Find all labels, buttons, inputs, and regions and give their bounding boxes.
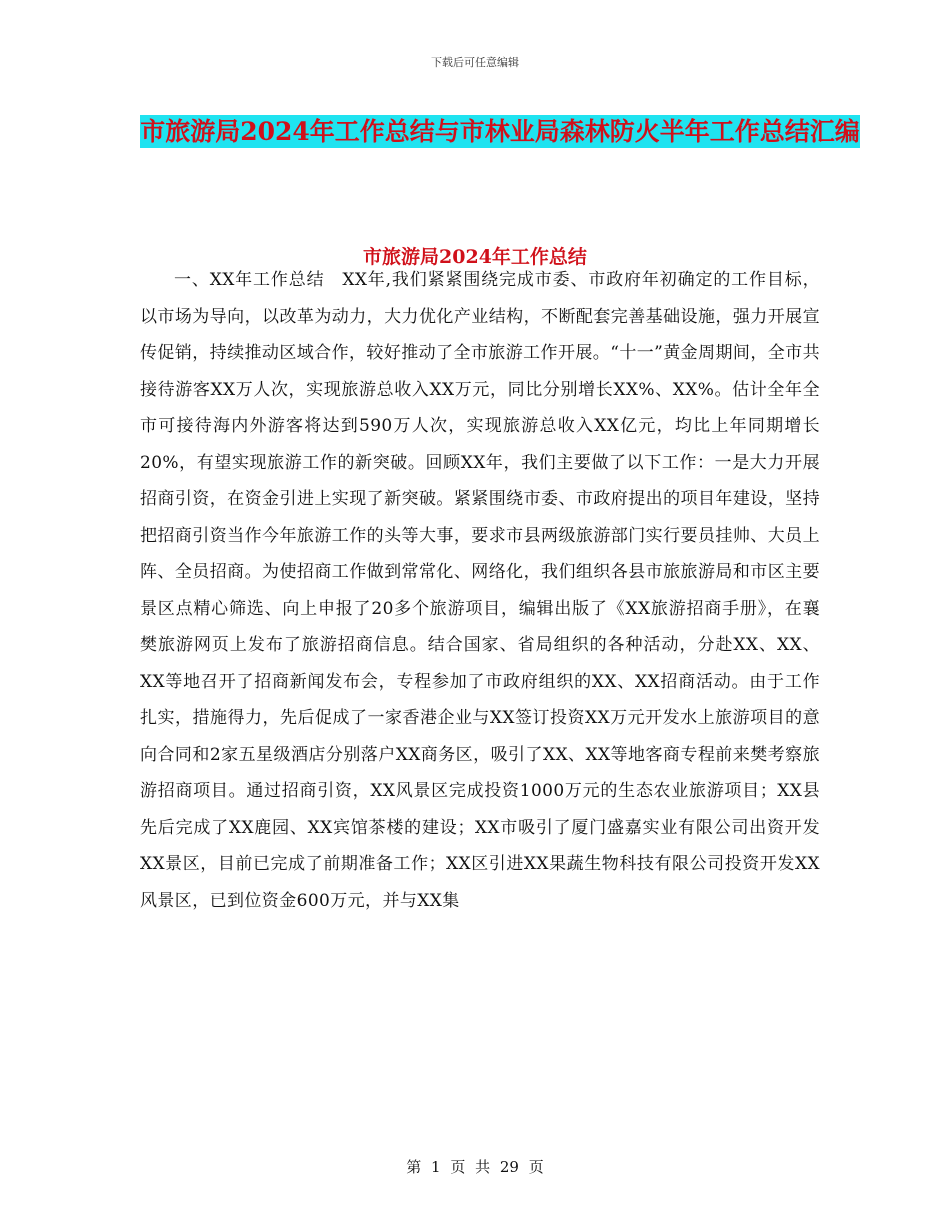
body-paragraph: 一、XX年工作总结 XX年,我们紧紧围绕完成市委、市政府年初确定的工作目标，以市场为导向，以改革为动力，大力优化产业结构，不断配套完善基础设施，强力开展宣传促销，持续推动区域合作，较好推动了全市旅游工作开展。“十一”黄金周期间，全市共接待游客XX万人次，实现旅游总收入XX万元，同比分别增长XX%、XX%。估计全年全市可接待海内外游客将达到590万人次，实现旅游总收入XX亿元，均比上年同期增长20%，有望实现旅游工作的新突破。回顾XX年，我们主要做了以下工作：一是大力开展招商引资，在资金引进上实现了新突破。紧紧围绕市委、市政府提出的项目年建设，坚持把招商引资当作今年旅游工作的头等大事，要求市县两级旅游部门实行要员挂帅、大员上阵、全员招商。为使招商工作做到常常化、网络化，我们组织各县市旅旅游局和市区主要景区点精心筛选、向上申报了20多个旅游项目，编辑出版了《XX旅游招商手册》，在襄樊旅游网页上发布了旅游招商信息。结合国家、省局组织的各种活动，分赴XX、XX、XX等地召开了招商新闻发布会，专程参加了市政府组织的XX、XX招商活动。由于工作扎实，措施得力，先后促成了一家香港企业与XX签订投资XX万元开发水上旅游项目的意向合同和2家五星级酒店分别落户XX商务区，吸引了XX、XX等地客商专程前来樊考察旅游招商项目。通过招商引资，XX风景区完成投资1000万元的生态农业旅游项目；XX县先后完成了XX鹿园、XX宾馆茶楼的建设；XX市吸引了厦门盛嘉实业有限公司出资开发XX景区，目前已完成了前期准备工作；XX区引进XX果蔬生物科技有限公司投资开发XX风景区，已到位资金600万元，并与XX集 [140, 270, 820, 911]
document-title-text: 市旅游局2024年工作总结与市林业局森林防火半年工作总结汇编 [140, 117, 860, 146]
header-note: 下载后可任意编辑 [431, 56, 519, 69]
page-footer: 第 1 页 共 29 页 [406, 1158, 544, 1176]
document-title [140, 110, 860, 154]
section-title: 市旅游局2024年工作总结 [363, 246, 587, 268]
